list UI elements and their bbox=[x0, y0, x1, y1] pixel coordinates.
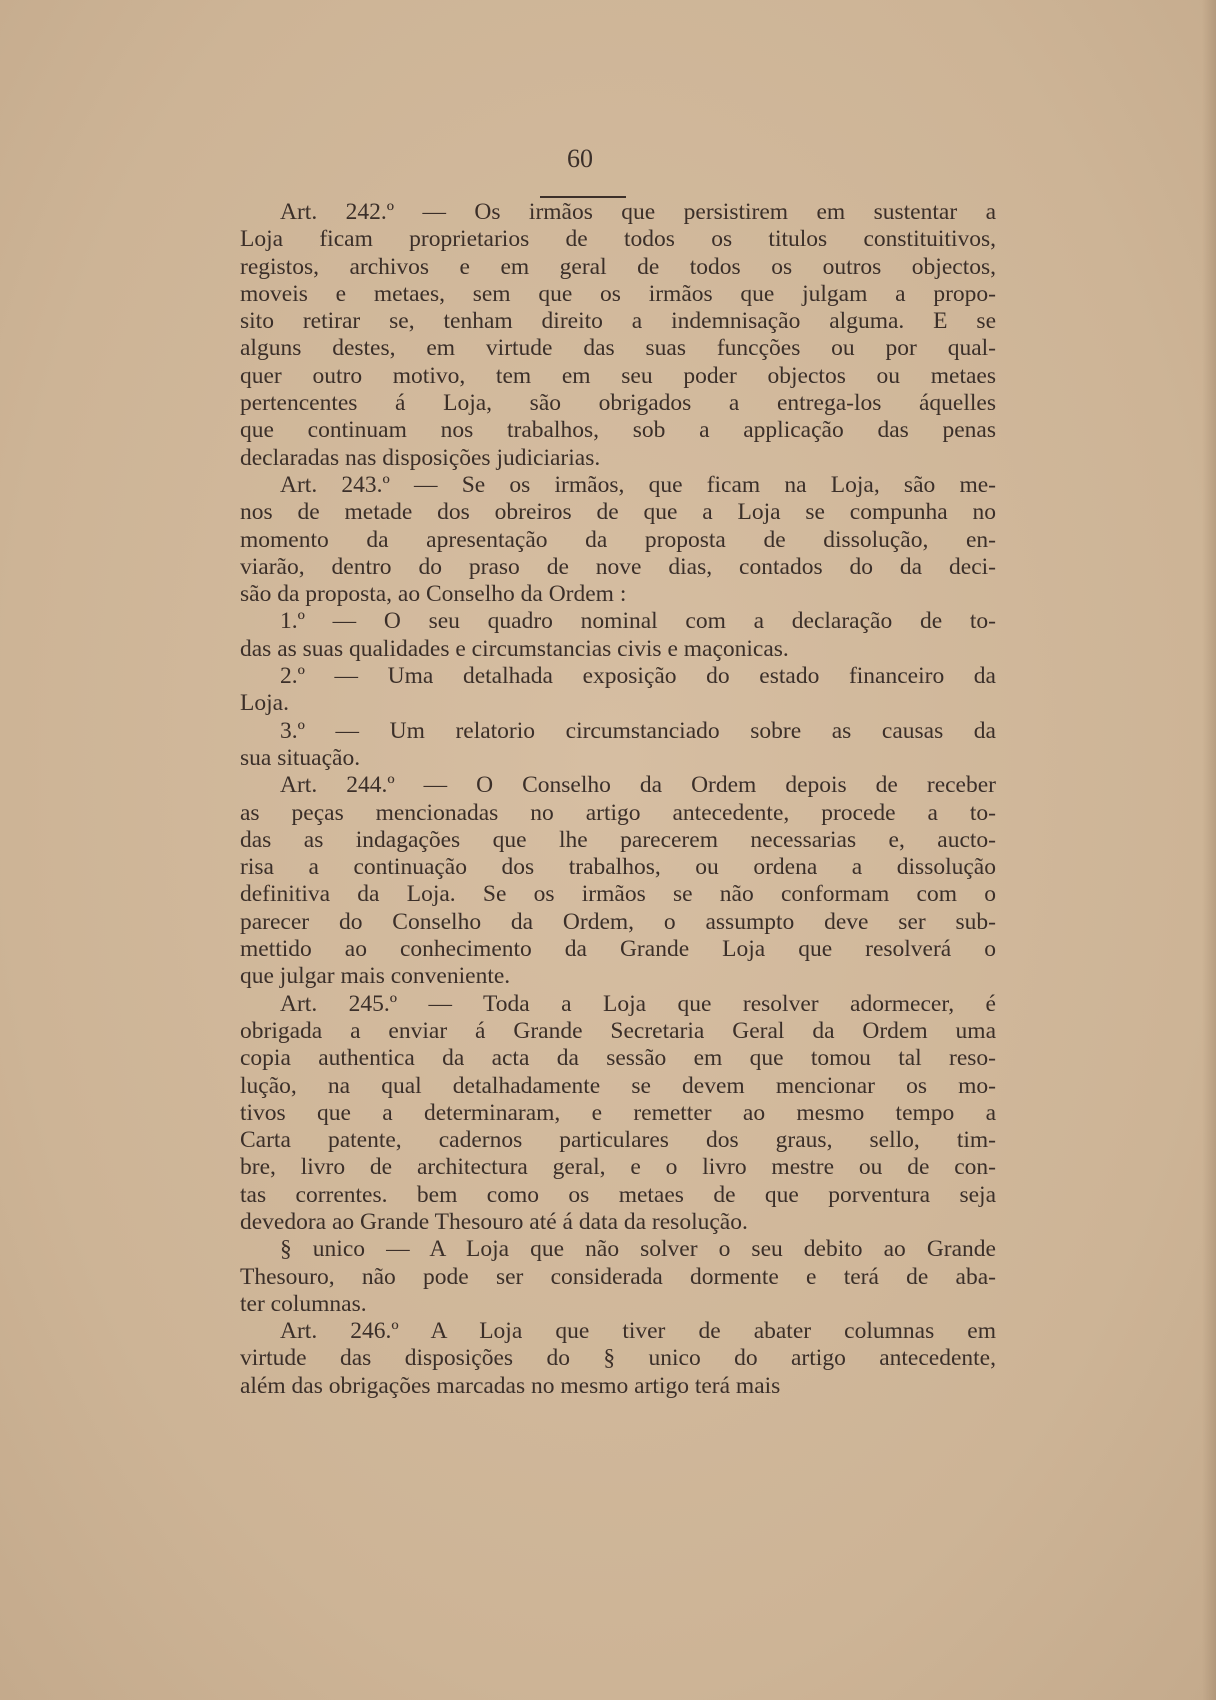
text-line: Thesouro, não pode ser considerada dormente e terá de aba- bbox=[240, 1263, 996, 1290]
text-line: ter columnas. bbox=[240, 1290, 367, 1317]
text-line: moveis e metaes, sem que os irmãos que julgam a propo- bbox=[240, 280, 996, 307]
page-number-rule bbox=[540, 196, 626, 198]
text-line: registos, archivos e em geral de todos os outros objectos, bbox=[240, 253, 996, 280]
text-line: Art. 242.º — Os irmãos que persistirem em sustentar a bbox=[280, 199, 996, 225]
text-line: nos de metade dos obreiros de que a Loja se compunha no bbox=[240, 499, 996, 526]
text-line: alguns destes, em virtude das suas funcções ou por qual- bbox=[240, 335, 996, 362]
text-line: quer outro motivo, tem em seu poder objectos ou metaes bbox=[240, 362, 996, 389]
body-text bbox=[240, 199, 996, 1400]
text-line: Art. 245.º — Toda a Loja que resolver adormecer, é bbox=[280, 990, 996, 1017]
text-line: Loja ficam proprietarios de todos os titulos constituitivos, bbox=[240, 226, 996, 253]
text-line: definitiva da Loja. Se os irmãos se não conformam com o bbox=[240, 881, 996, 908]
text-line: risa a continuação dos trabalhos, ou ordena a dissolução bbox=[240, 854, 996, 881]
text-line: das as suas qualidades e circumstancias civis e maçonicas. bbox=[240, 635, 789, 662]
text-line: copia authentica da acta da sessão em que tomou tal reso- bbox=[240, 1045, 996, 1072]
text-line: declaradas nas disposições judiciarias. bbox=[240, 444, 601, 471]
text-line: Art. 244.º — O Conselho da Ordem depois de receber bbox=[280, 772, 996, 799]
text-line: as peças mencionadas no artigo antecedente, procede a to- bbox=[240, 799, 996, 826]
text-line: que julgar mais conveniente. bbox=[240, 963, 511, 990]
text-line: 1.º — O seu quadro nominal com a declaração de to- bbox=[280, 608, 996, 635]
text-line: obrigada a enviar á Grande Secretaria Geral da Ordem uma bbox=[240, 1017, 996, 1044]
text-line: parecer do Conselho da Ordem, o assumpto deve ser sub- bbox=[240, 908, 996, 935]
text-line: 3.º — Um relatorio circumstanciado sobre as causas da bbox=[280, 717, 996, 744]
text-line: viarão, dentro do praso de nove dias, contados do da deci- bbox=[240, 553, 996, 580]
text-line: § unico — A Loja que não solver o seu debito ao Grande bbox=[280, 1236, 996, 1263]
text-line: Loja. bbox=[240, 690, 289, 717]
text-line: que continuam nos trabalhos, sob a applicação das penas bbox=[240, 417, 996, 444]
text-line: bre, livro de architectura geral, e o livro mestre ou de con- bbox=[240, 1154, 996, 1181]
text-line: sito retirar se, tenham direito a indemnisação alguma. E se bbox=[240, 308, 996, 335]
text-line: Carta patente, cadernos particulares dos graus, sello, tim- bbox=[240, 1127, 996, 1154]
text-line: Art. 246.º A Loja que tiver de abater columnas em bbox=[280, 1318, 996, 1345]
text-line: mettido ao conhecimento da Grande Loja que resolverá o bbox=[240, 936, 996, 963]
text-line: sua situação. bbox=[240, 744, 361, 771]
text-line: das as indagações que lhe parecerem necessarias e, aucto- bbox=[240, 826, 996, 853]
text-line: virtude das disposições do § unico do artigo antecedente, bbox=[240, 1345, 996, 1372]
text-line: além das obrigações marcadas no mesmo artigo terá mais bbox=[240, 1372, 781, 1399]
text-line: momento da apresentação da proposta de dissolução, en- bbox=[240, 526, 996, 553]
text-line: pertencentes á Loja, são obrigados a entrega-los áquelles bbox=[240, 390, 996, 417]
text-line: Art. 243.º — Se os irmãos, que ficam na Loja, são me- bbox=[280, 471, 996, 498]
text-line: lução, na qual detalhadamente se devem mencionar os mo- bbox=[240, 1072, 996, 1099]
text-line: tas correntes. bem como os metaes de que porventura seja bbox=[240, 1181, 996, 1208]
text-line: 2.º — Uma detalhada exposição do estado financeiro da bbox=[280, 663, 996, 690]
page-number: 60 bbox=[567, 144, 593, 173]
text-line: devedora ao Grande Thesouro até á data da resolução. bbox=[240, 1208, 748, 1235]
page-edge-shadow bbox=[1202, 0, 1216, 1700]
text-line: tivos que a determinaram, e remetter ao mesmo tempo a bbox=[240, 1099, 996, 1126]
text-line: são da proposta, ao Conselho da Ordem : bbox=[240, 581, 627, 608]
